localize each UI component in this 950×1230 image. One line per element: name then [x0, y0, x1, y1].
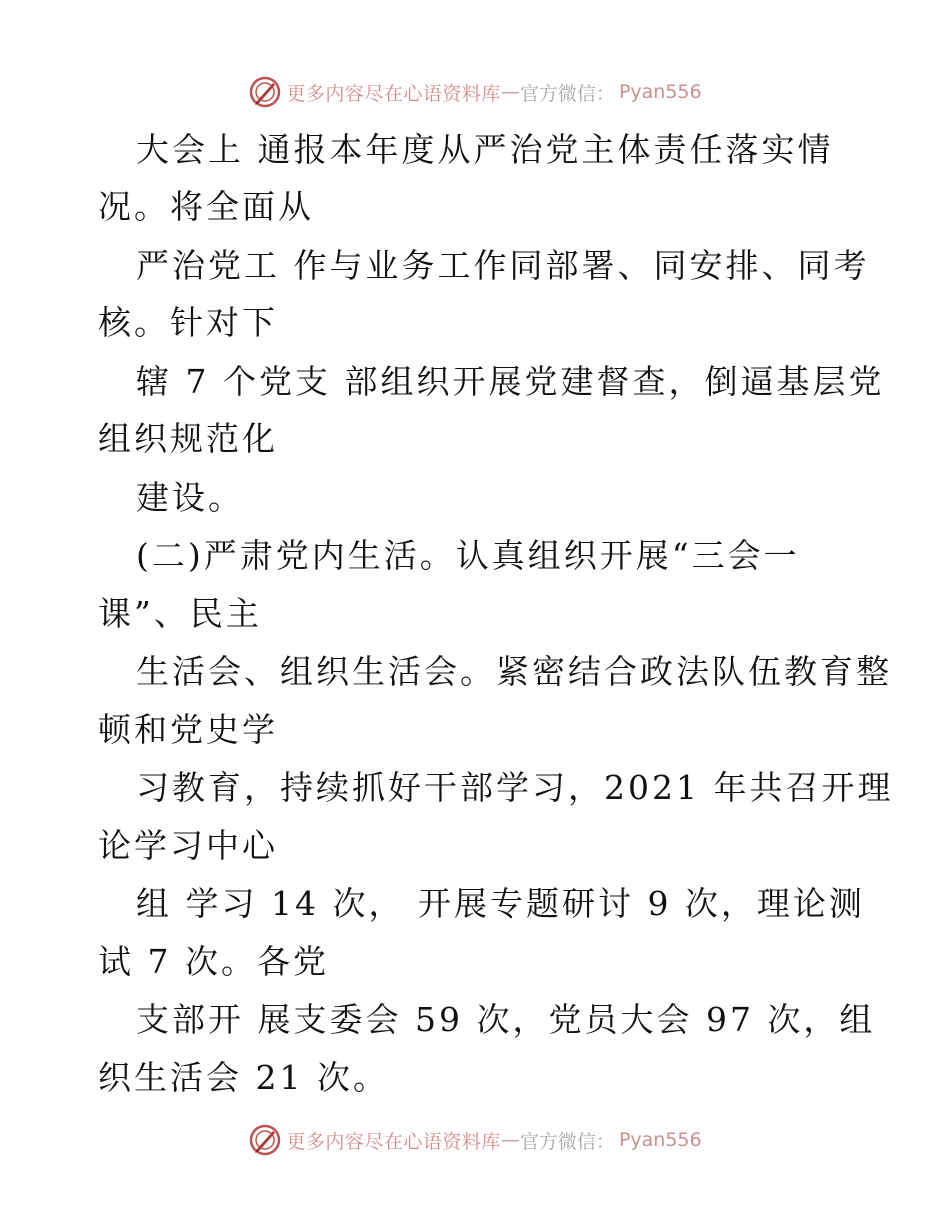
text-line: 组 学习 14 次， 开展专题研讨 9 次，理论测 [136, 884, 865, 923]
text-line: 辖 7 个党支 部组织开展党建督查，倒逼基层党 [136, 362, 885, 401]
pen-logo-icon [248, 75, 282, 109]
watermark-slogan: 更多内容尽在心语资料库 [286, 82, 501, 105]
text-line: 生活会、组织生活会。紧密结合政法队伍教育整 [136, 652, 892, 691]
text-line: 习教育，持续抓好干部学习，2021 年共召开理 [136, 768, 894, 807]
text-line: 核。针对下 [98, 303, 278, 342]
text-line: 建设。 [136, 478, 244, 517]
watermark-dash: — [500, 1129, 520, 1151]
text-line: (二)严肃党内生活。认真组织开展“三会一 [136, 536, 800, 575]
footer-watermark [0, 1120, 950, 1160]
watermark-slogan: 更多内容尽在心语资料库 [286, 1130, 501, 1153]
text-line: 支部开 展支委会 59 次，党员大会 97 次，组 [136, 1000, 876, 1039]
watermark-dash: — [500, 81, 520, 103]
text-line: 大会上 通报本年度从严治党主体责任落实情 [136, 130, 834, 169]
header-watermark [0, 72, 950, 112]
text-line: 试 7 次。各党 [98, 942, 329, 981]
pen-logo-icon [248, 1123, 282, 1157]
watermark-wechat-id: Pyan556 [618, 81, 702, 103]
text-line: 严治党工 作与业务工作同部署、同安排、同考 [136, 246, 870, 285]
watermark-wechat-label: 官方微信： [519, 1130, 615, 1153]
text-line: 课”、民主 [98, 594, 262, 633]
text-line: 况。将全面从 [98, 187, 314, 226]
watermark-wechat-label: 官方微信： [519, 82, 615, 105]
text-line: 织生活会 21 次。 [98, 1058, 389, 1097]
text-line: 组织规范化 [98, 419, 278, 458]
text-line: 顿和党史学 [98, 710, 278, 749]
text-line: 论学习中心 [98, 826, 278, 865]
watermark-wechat-id: Pyan556 [618, 1129, 702, 1151]
